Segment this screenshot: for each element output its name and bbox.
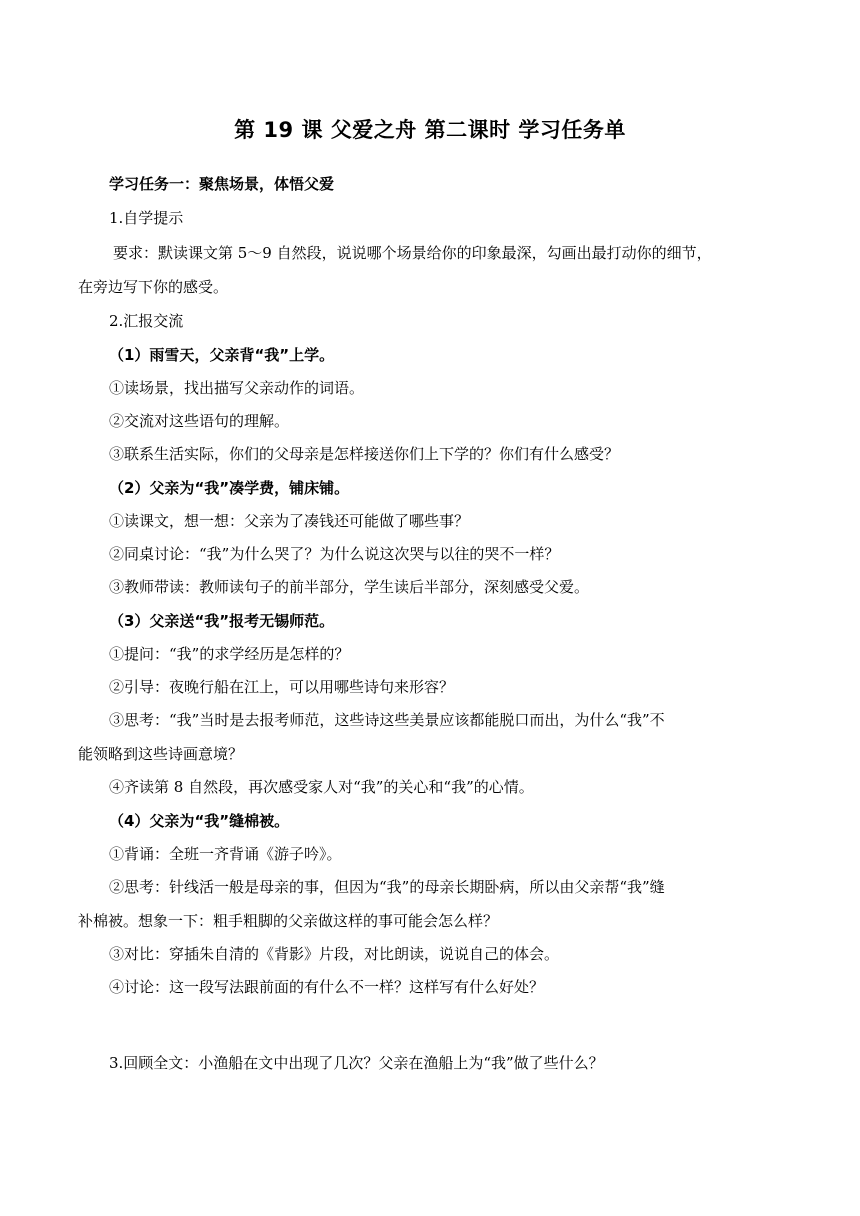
scene-4-item: ④讨论：这一段写法跟前面的有什么不一样？这样写有什么好处？ (109, 978, 545, 996)
scene-2-item: ③教师带读：教师读句子的前半部分，学生读后半部分，深刻感受父爱。 (109, 578, 590, 596)
scene-2-item: ②同桌讨论：“我”为什么哭了？为什么说这次哭与以往的哭不一样？ (109, 545, 560, 563)
scene-3-item-continued: 能领略到这些诗画意境？ (78, 745, 244, 763)
scene-4-item: ①背诵：全班一齐背诵《游子吟》。 (109, 845, 342, 863)
scene-1-item: ①读场景，找出描写父亲动作的词语。 (109, 379, 365, 397)
page-title: 第 19 课 父爱之舟 第二课时 学习任务单 (234, 118, 626, 142)
section-review-question: 3.回顾全文：小渔船在文中出现了几次？父亲在渔船上为“我”做了些什么？ (109, 1054, 604, 1072)
scene-4-heading: （4）父亲为“我”缝棉被。 (109, 812, 290, 830)
scene-3-item: ②引导：夜晚行船在江上，可以用哪些诗句来形容？ (109, 678, 455, 696)
section-heading-self-study: 1.自学提示 (109, 209, 184, 227)
scene-1-item: ②交流对这些语句的理解。 (109, 412, 290, 430)
scene-2-item: ①读课文，想一想：父亲为了凑钱还可能做了哪些事？ (109, 512, 470, 530)
section-heading-report: 2.汇报交流 (109, 312, 184, 330)
scene-3-heading: （3）父亲送“我”报考无锡师范。 (109, 612, 335, 630)
scene-3-item: ③思考：“我”当时是去报考师范，这些诗这些美景应该都能脱口而出，为什么“我”不 (109, 711, 665, 729)
scene-4-item: ③对比：穿插朱自清的《背影》片段，对比朗读，说说自己的体会。 (109, 945, 560, 963)
task-heading: 学习任务一：聚焦场景，体悟父爱 (109, 175, 335, 193)
scene-2-heading: （2）父亲为“我”凑学费，铺床铺。 (109, 479, 350, 497)
scene-3-item: ④齐读第 8 自然段，再次感受家人对“我”的关心和“我”的心情。 (109, 778, 534, 796)
scene-3-item: ①提问：“我”的求学经历是怎样的？ (109, 645, 350, 663)
scene-1-heading: （1）雨雪天，父亲背“我”上学。 (109, 346, 335, 364)
scene-1-item: ③联系生活实际，你们的父母亲是怎样接送你们上下学的？你们有什么感受？ (109, 445, 620, 463)
requirement-line-1: 要求：默读课文第 5～9 自然段，说说哪个场景给你的印象最深，勾画出最打动你的细节， (113, 244, 712, 262)
scene-4-item-continued: 补棉被。想象一下：粗手粗脚的父亲做这样的事可能会怎么样？ (78, 912, 499, 930)
requirement-line-2: 在旁边写下你的感受。 (78, 278, 229, 296)
scene-4-item: ②思考：针线活一般是母亲的事，但因为“我”的母亲长期卧病，所以由父亲帮“我”缝 (109, 878, 665, 896)
